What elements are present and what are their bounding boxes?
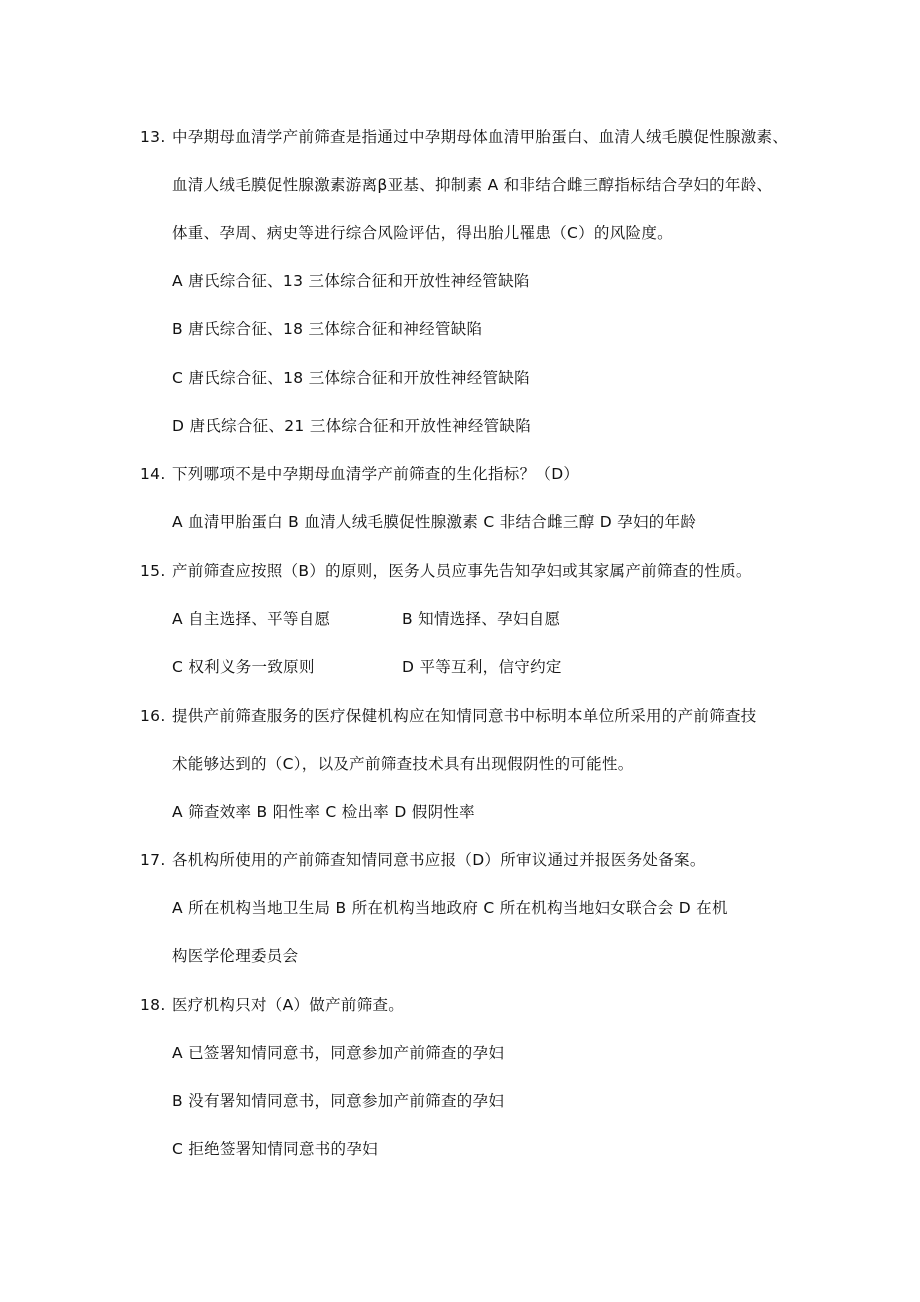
question-13-text-line-1: 中孕期母血清学产前筛查是指通过中孕期母体血清甲胎蛋白、血清人绒毛膜促性腺激素、 bbox=[172, 128, 789, 146]
question-18-option-c: C 拒绝签署知情同意书的孕妇 bbox=[172, 1140, 378, 1158]
question-15-option-b: B 知情选择、孕妇自愿 bbox=[402, 610, 561, 628]
question-14-text: 下列哪项不是中孕期母血清学产前筛查的生化指标？（D） bbox=[172, 465, 580, 483]
question-16-number: 16. bbox=[140, 707, 166, 725]
question-16-text-line-2: 术能够达到的（C），以及产前筛查技术具有出现假阴性的可能性。 bbox=[172, 755, 634, 773]
question-18-option-a: A 已签署知情同意书，同意参加产前筛查的孕妇 bbox=[172, 1044, 505, 1062]
question-13-option-b: B 唐氏综合征、18 三体综合征和神经管缺陷 bbox=[172, 320, 483, 338]
question-14-options: A 血清甲胎蛋白 B 血清人绒毛膜促性腺激素 C 非结合雌三醇 D 孕妇的年龄 bbox=[172, 513, 697, 531]
question-18-text: 医疗机构只对（A）做产前筛查。 bbox=[172, 996, 405, 1014]
question-15-text: 产前筛查应按照（B）的原则，医务人员应事先告知孕妇或其家属产前筛查的性质。 bbox=[172, 562, 752, 580]
question-17-options-line-1: A 所在机构当地卫生局 B 所在机构当地政府 C 所在机构当地妇女联合会 D 在机 bbox=[172, 899, 728, 917]
question-15-option-d: D 平等互利，信守约定 bbox=[402, 658, 562, 676]
question-14-number: 14. bbox=[140, 465, 166, 483]
question-18-option-b: B 没有署知情同意书，同意参加产前筛查的孕妇 bbox=[172, 1092, 505, 1110]
question-18-number: 18. bbox=[140, 996, 166, 1014]
question-15-option-c: C 权利义务一致原则 bbox=[172, 658, 315, 676]
question-16-options: A 筛查效率 B 阳性率 C 检出率 D 假阴性率 bbox=[172, 803, 475, 821]
question-17-number: 17. bbox=[140, 851, 166, 869]
question-13-option-c: C 唐氏综合征、18 三体综合征和开放性神经管缺陷 bbox=[172, 369, 530, 387]
question-16-text-line-1: 提供产前筛查服务的医疗保健机构应在知情同意书中标明本单位所采用的产前筛查技 bbox=[172, 707, 757, 725]
question-13-option-d: D 唐氏综合征、21 三体综合征和开放性神经管缺陷 bbox=[172, 417, 532, 435]
question-17-text: 各机构所使用的产前筛查知情同意书应报（D）所审议通过并报医务处备案。 bbox=[172, 851, 706, 869]
question-13-number: 13. bbox=[140, 128, 166, 146]
question-17-options-line-2: 构医学伦理委员会 bbox=[172, 947, 299, 965]
question-13-text-line-2: 血清人绒毛膜促性腺激素游离β亚基、抑制素 A 和非结合雌三醇指标结合孕妇的年龄、 bbox=[172, 176, 773, 194]
question-15-number: 15. bbox=[140, 562, 166, 580]
question-13-text-line-3: 体重、孕周、病史等进行综合风险评估，得出胎儿罹患（C）的风险度。 bbox=[172, 224, 673, 242]
question-15-option-a: A 自主选择、平等自愿 bbox=[172, 610, 331, 628]
question-13-option-a: A 唐氏综合征、13 三体综合征和开放性神经管缺陷 bbox=[172, 272, 530, 290]
